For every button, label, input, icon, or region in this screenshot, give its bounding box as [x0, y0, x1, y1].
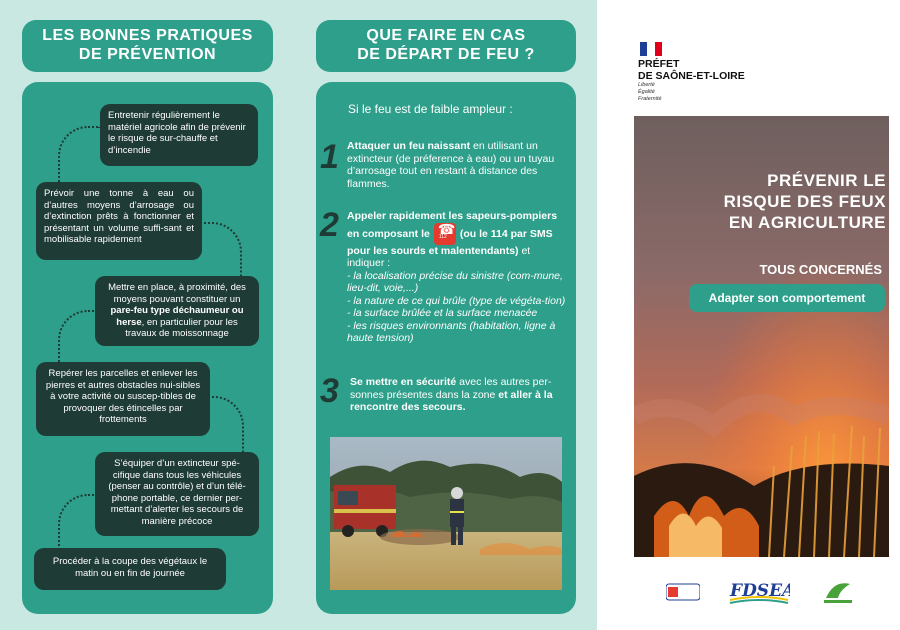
tip-entretenir — [100, 104, 258, 166]
svg-text:FDSEA: FDSEA — [730, 581, 790, 601]
tip-text: S’équiper d’un extincteur spé-cifique dans tous les véhicules (penser au contrôle) et d’un télé-phone portable, ce dernier per-mettant d’alerter les secours de manière précoce — [108, 458, 246, 527]
phone-icon-label: ☎ 112 — [438, 234, 447, 240]
devise-republique — [638, 82, 662, 103]
marianne-flag-icon — [640, 42, 662, 56]
step-body: avec les autres per-sonnes présentes dans la zone — [350, 376, 552, 401]
step-bold: Appeler rapidement les sapeurs-pompiers en composant le — [347, 210, 558, 240]
prefet-line: PRÉFET — [638, 58, 680, 70]
step-body: en utilisant un extincteur (de préference à eau) ou un tuyau d’arrosage tout en restant à distance des flammes. — [347, 140, 555, 190]
heading-line: DE PRÉVENTION — [78, 46, 217, 63]
step-body: et indiquer : — [347, 244, 531, 269]
prefet-label — [638, 58, 745, 82]
tip-parcelles — [36, 362, 210, 436]
prefet-line: DE SAÔNE-ET-LOIRE — [638, 70, 745, 82]
heading-line: QUE FAIRE EN CAS — [366, 27, 526, 44]
tip-text: Prévoir une tonne à eau ou d’autres moyens d’arrosage ou d’extinction prêts à fonctionner et présentant un volume suffi-sant et mobilisable rapidement — [44, 188, 194, 245]
step-bold: et aller à la rencontre des secours. — [350, 388, 553, 413]
cover-title-line: EN AGRICULTURE — [728, 213, 886, 232]
heading-line: DE DÉPART DE FEU ? — [357, 46, 535, 63]
tip-text: Entretenir régulièrement le matériel agricole afin de prévenir le risque de sur-chauffe et d’incendie — [108, 110, 246, 156]
heading-bonnes-pratiques — [22, 20, 273, 72]
tip-text: , en particulier pour les travaux de moissonnage — [125, 316, 238, 339]
tip-coupe-vegetaux — [34, 548, 226, 590]
adapter-comportement-badge: Adapter son comportement — [689, 284, 885, 312]
list-item: - la nature de ce qui brûle (type de végéta-tion) — [347, 294, 566, 307]
logo-chambre-agriculture — [820, 576, 856, 608]
step-3-text — [350, 376, 570, 414]
step-bold: Attaquer un feu naissant — [347, 140, 471, 152]
tip-extincteur — [95, 452, 259, 536]
tip-text: Mettre en place, à proximité, des moyens pouvant constituer un — [108, 282, 246, 305]
step-bold: (ou le 114 par SMS pour les sourds et malentendants) — [347, 227, 553, 257]
logo-fdsea — [728, 576, 790, 610]
step-1-text — [347, 140, 555, 190]
step-2-text — [347, 210, 569, 345]
heading-que-faire — [316, 20, 576, 72]
cover-title-line: RISQUE DES FEUX — [723, 192, 886, 211]
heading-line: LES BONNES PRATIQUES — [42, 27, 253, 44]
list-item: - la surface brûlée et la surface menacée — [347, 307, 538, 319]
tip-pare-feu — [95, 276, 259, 346]
list-item: - la localisation précise du sinistre (com-mune, lieu-dit, voie,...) — [347, 269, 563, 294]
tip-tonne-eau — [36, 182, 202, 260]
step-number: 2 — [320, 206, 339, 244]
cover-subtitle: TOUS CONCERNÉS — [759, 262, 882, 277]
list-item: - les risques environnants (habitation, ligne à haute tension) — [347, 319, 556, 344]
tip-text: Procéder à la coupe des végétaux le matin ou en fin de journée — [52, 556, 208, 579]
phone-112-icon — [434, 223, 456, 245]
step-number: 3 — [320, 372, 339, 410]
firefighter-photo — [330, 437, 562, 590]
step-bold: Se mettre en sécurité — [350, 376, 457, 388]
devise-line: Égalité — [638, 89, 655, 95]
devise-line: Liberté — [638, 82, 655, 88]
intro-text: Si le feu est de faible ampleur : — [348, 102, 513, 116]
cover-title-line: PRÉVENIR LE — [767, 171, 886, 190]
devise-line: Fraternité — [638, 96, 662, 102]
cover-title — [640, 170, 886, 233]
step-number: 1 — [320, 138, 339, 176]
tip-text: Repérer les parcelles et enlever les pierres et autres obstacles nui-sibles à votre activité ou suscep-tibles de provoquer des étincelles par frottements — [45, 368, 201, 425]
logo-pompiers — [666, 582, 700, 604]
tip-text-bold: pare-feu type déchaumeur ou herse — [110, 305, 244, 328]
